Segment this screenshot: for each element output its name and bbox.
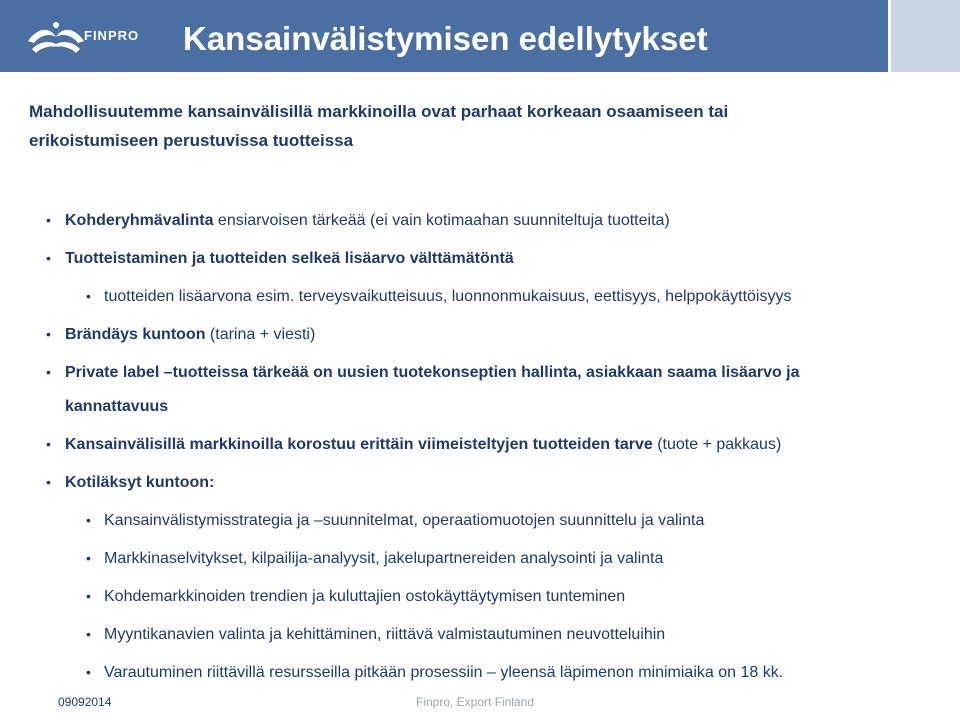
intro-text xyxy=(29,97,929,155)
list-item: tuotteiden lisäarvona esim. terveysvaikutteisuus, luonnonmukaisuus, eettisyys, helppokäyttöisyys xyxy=(104,288,792,305)
item-bold: Kansainvälisillä markkinoilla korostuu erittäin viimeisteltyjen tuotteiden tarve xyxy=(65,436,653,453)
item-bold: Tuotteistaminen ja tuotteiden selkeä lisäarvo välttämätöntä xyxy=(65,250,514,267)
list-item-continued: kannattavuus xyxy=(65,398,169,415)
list-item xyxy=(65,316,315,354)
sub-list-item: Markkinaselvitykset, kilpailija-analyysit, jakelupartnereiden analysointi ja valinta xyxy=(104,550,664,567)
item-bold: Brändäys kuntoon xyxy=(65,326,206,343)
bullet-icon: • xyxy=(86,288,91,304)
bullet-icon: • xyxy=(86,626,91,642)
logo-text: FINPRO xyxy=(84,28,140,43)
footer-date: 09092014 xyxy=(58,695,112,709)
header-accent-block xyxy=(888,0,960,72)
item-bold: Kohderyhmävalinta xyxy=(65,212,214,229)
bullet-icon: • xyxy=(86,664,91,680)
bullet-icon: • xyxy=(86,588,91,604)
list-item xyxy=(65,240,514,278)
list-item xyxy=(65,464,214,502)
item-text: ensiarvoisen tärkeää (ei vain kotimaahan suunniteltuja tuotteita) xyxy=(213,212,670,229)
bullet-icon: • xyxy=(46,326,51,342)
item-text: (tarina + viesti) xyxy=(205,326,316,343)
intro-line-2: erikoistumiseen perustuvissa tuotteissa xyxy=(29,131,354,150)
sub-list-item: Kohdemarkkinoiden trendien ja kuluttajien ostokäyttäytymisen tunteminen xyxy=(104,588,626,605)
intro-line-1: Mahdollisuutemme kansainvälisillä markkinoilla ovat parhaat korkeaan osaamiseen tai xyxy=(29,102,729,121)
item-text: (tuote + pakkaus) xyxy=(652,436,782,453)
bullet-icon: • xyxy=(46,250,51,266)
list-item: Private label –tuotteissa tärkeää on uusien tuotekonseptien hallinta, asiakkaan saama lisäarvo ja xyxy=(65,364,800,381)
bullet-icon: • xyxy=(46,364,51,380)
bullet-icon: • xyxy=(86,512,91,528)
sub-list-item: Myyntikanavien valinta ja kehittäminen, riittävä valmistautuminen neuvotteluihin xyxy=(104,626,666,643)
bullet-icon: • xyxy=(86,550,91,566)
header-bar xyxy=(0,0,888,72)
sub-list-item: Kansainvälistymisstrategia ja –suunnitelmat, operaatiomuotojen suunnittelu ja valinta xyxy=(104,512,705,529)
list-item xyxy=(65,202,670,240)
sub-list-item: Varautuminen riittävillä resursseilla pitkään prosessiin – yleensä läpimenon minimiaika on 18 kk. xyxy=(104,664,784,681)
footer-organization: Finpro, Export Finland xyxy=(416,695,535,709)
item-bold: Kotiläksyt kuntoon: xyxy=(65,474,215,491)
bullet-icon: • xyxy=(46,212,51,228)
bullet-icon: • xyxy=(46,474,51,490)
list-item xyxy=(65,426,781,464)
page-title: Kansainvälistymisen edellytykset xyxy=(183,20,708,57)
bullet-icon: • xyxy=(46,436,51,452)
